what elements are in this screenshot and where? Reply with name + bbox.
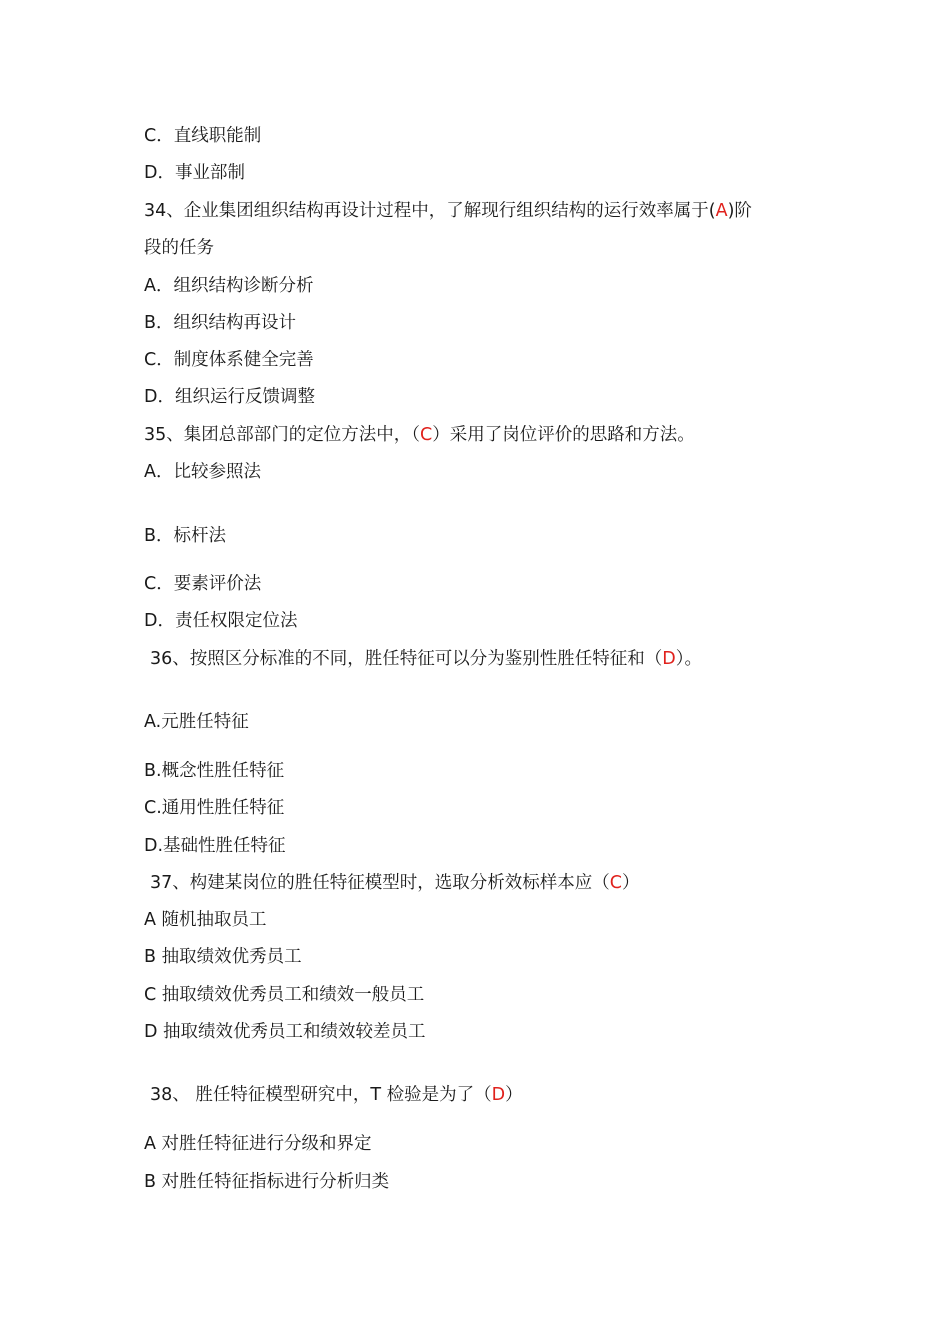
question-text: 37、构建某岗位的胜任特征模型时，选取分析效标样本应（ bbox=[150, 873, 610, 893]
option-a-q38: A 对胜任特征进行分级和界定 bbox=[144, 1134, 372, 1154]
answer-mark: A bbox=[715, 201, 728, 221]
answer-mark: C bbox=[420, 425, 433, 445]
option-c-q37: C 抽取绩效优秀员工和绩效一般员工 bbox=[144, 985, 425, 1005]
option-c-q34: C．制度体系健全完善 bbox=[144, 350, 314, 370]
option-a-q34: A．组织结构诊断分析 bbox=[144, 276, 314, 296]
answer-mark: C bbox=[609, 873, 623, 893]
option-d-q35: D．责任权限定位法 bbox=[144, 611, 298, 631]
option-b-q36: B.概念性胜任特征 bbox=[144, 761, 285, 781]
option-b-q38: B 对胜任特征指标进行分析归类 bbox=[144, 1172, 390, 1192]
question-35 bbox=[144, 423, 824, 447]
question-37 bbox=[150, 871, 830, 895]
answer-mark: D bbox=[491, 1085, 506, 1105]
option-d-q37: D 抽取绩效优秀员工和绩效较差员工 bbox=[144, 1022, 426, 1042]
question-text: 34、企业集团组织结构再设计过程中，了解现行组织结构的运行效率属于( bbox=[144, 201, 716, 221]
answer-mark: D bbox=[662, 649, 676, 669]
option-b-q35: B．标杆法 bbox=[144, 526, 227, 546]
question-text-tail: )阶 bbox=[727, 201, 752, 221]
option-a-q36: A.元胜任特征 bbox=[144, 712, 249, 732]
question-text-tail: ） bbox=[505, 1085, 523, 1105]
option-c-q33: C．直线职能制 bbox=[144, 126, 262, 146]
option-d-q36: D.基础性胜任特征 bbox=[144, 836, 286, 856]
question-text-tail: ）。 bbox=[675, 649, 703, 669]
option-c-q36: C.通用性胜任特征 bbox=[144, 798, 285, 818]
option-b-q34: B．组织结构再设计 bbox=[144, 313, 297, 333]
question-34 bbox=[144, 199, 824, 223]
question-text-tail: ）采用了岗位评价的思路和方法。 bbox=[432, 425, 695, 445]
option-a-q37: A 随机抽取员工 bbox=[144, 910, 267, 930]
question-text: 38、 胜任特征模型研究中，T 检验是为了（ bbox=[150, 1085, 492, 1105]
question-text: 36、按照区分标准的不同，胜任特征可以分为鉴别性胜任特征和（ bbox=[150, 649, 663, 669]
option-a-q35: A．比较参照法 bbox=[144, 462, 261, 482]
option-c-q35: C．要素评价法 bbox=[144, 574, 262, 594]
option-d-q33: D．事业部制 bbox=[144, 163, 245, 183]
option-d-q34: D．组织运行反馈调整 bbox=[144, 387, 315, 407]
question-36 bbox=[150, 647, 830, 671]
question-text-tail: ） bbox=[622, 873, 640, 893]
question-34-continued: 段的任务 bbox=[144, 238, 214, 258]
option-b-q37: B 抽取绩效优秀员工 bbox=[144, 947, 302, 967]
question-text: 35、集团总部部门的定位方法中，（ bbox=[144, 425, 421, 445]
question-38 bbox=[150, 1083, 830, 1107]
